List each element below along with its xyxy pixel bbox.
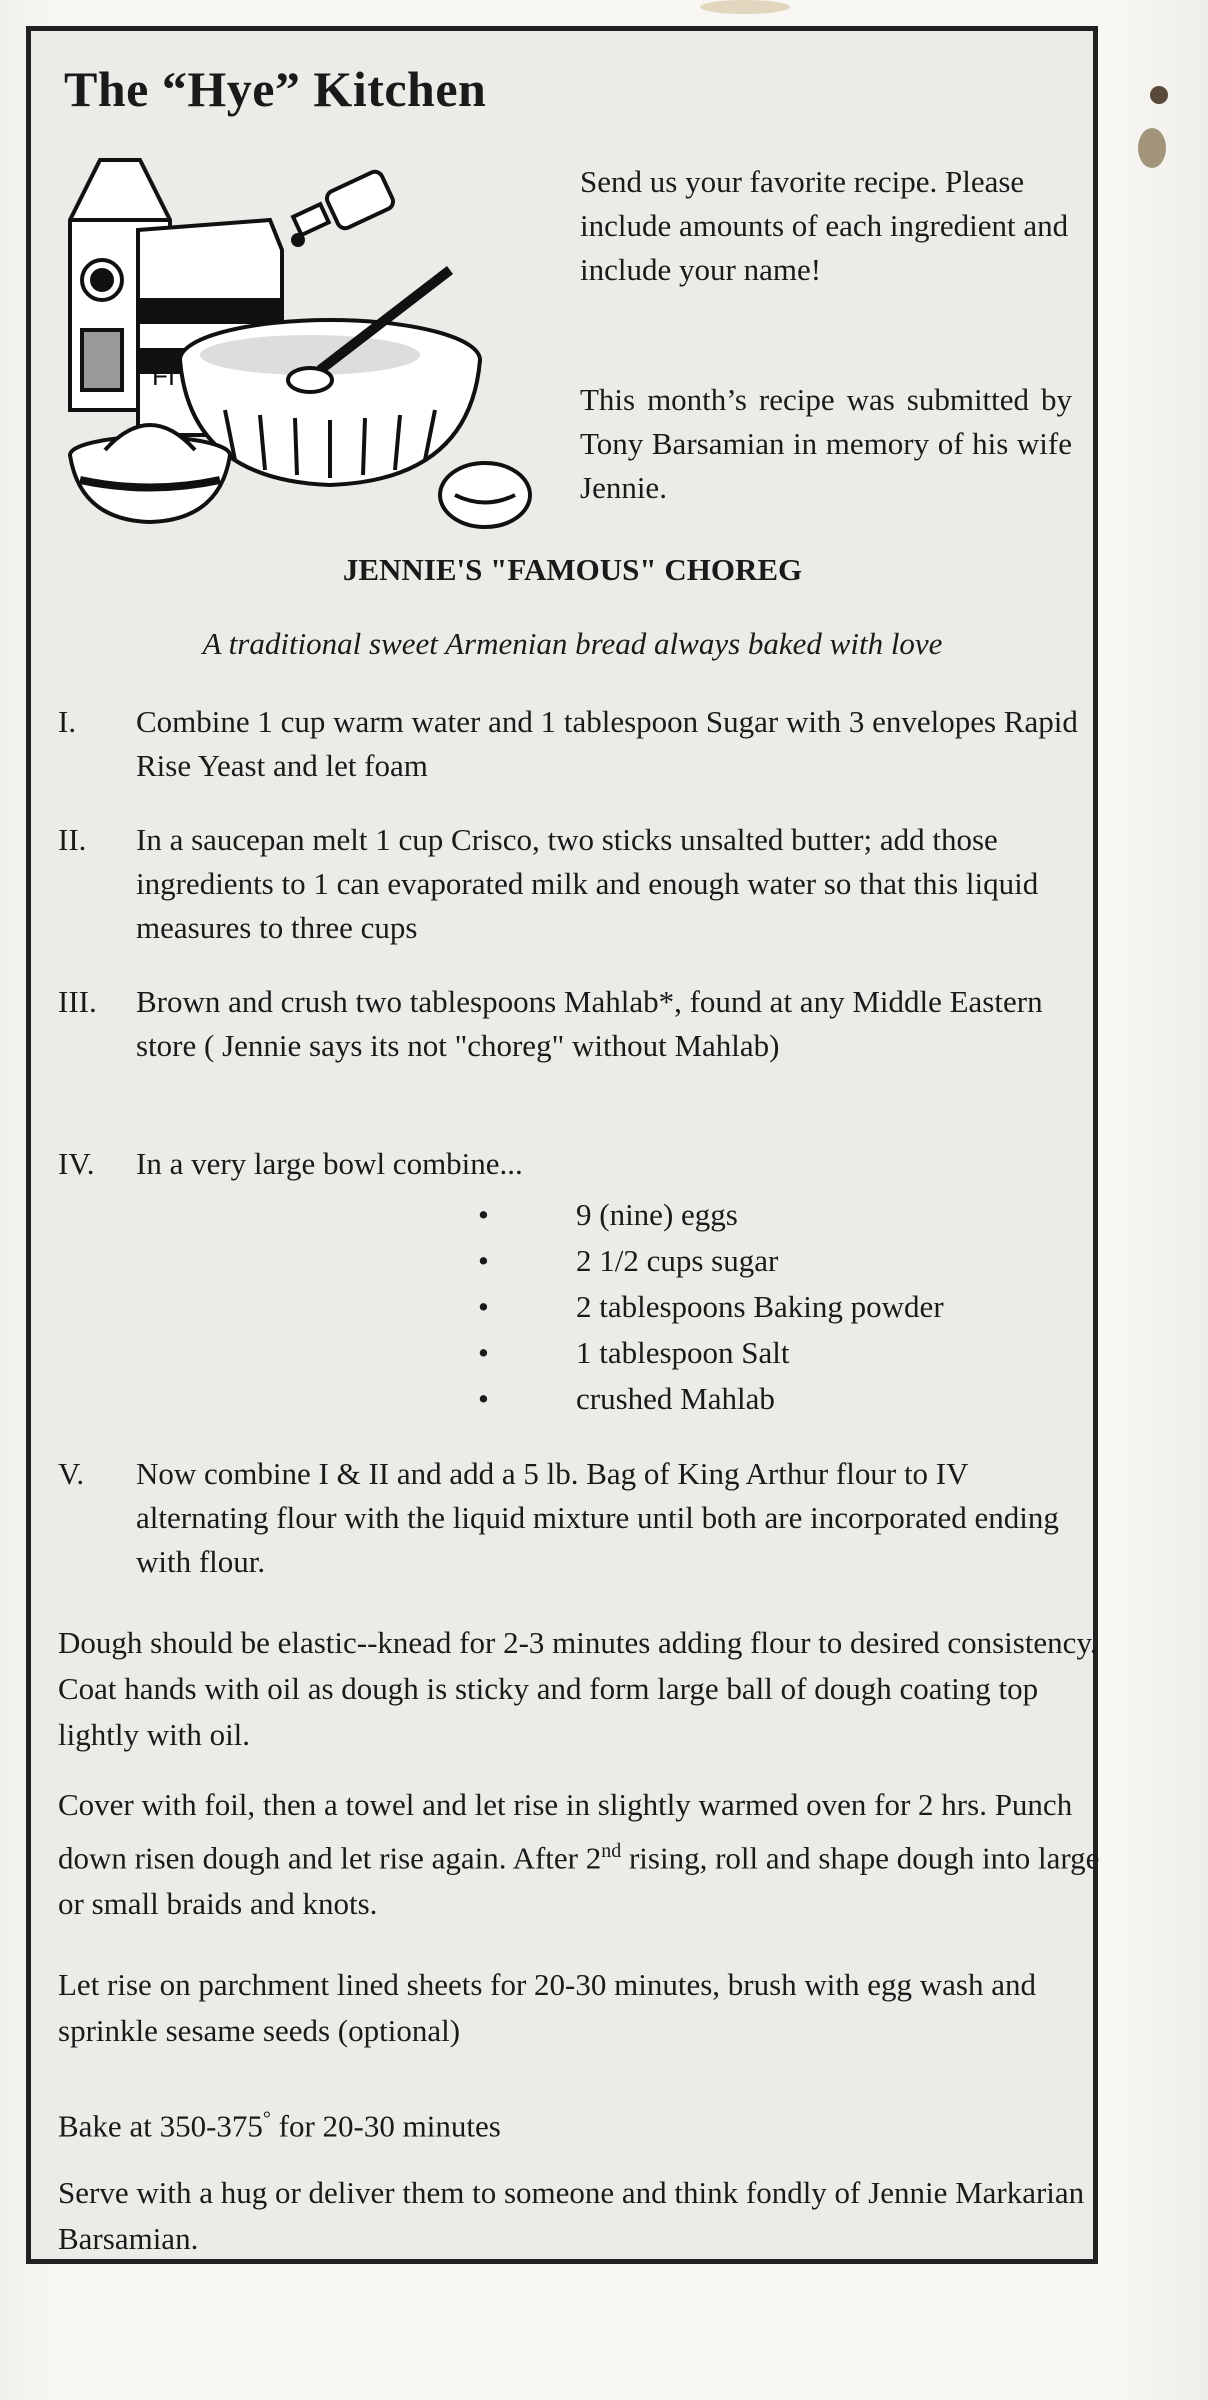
coffee-stain [1138, 128, 1166, 168]
intro-invite: Send us your favorite recipe. Please include amounts of each ingredient and include your name! [580, 164, 1069, 287]
step-number: I. [58, 704, 77, 739]
step-text: In a very large bowl combine... [136, 1146, 523, 1181]
bullet-icon: • [478, 1381, 489, 1416]
step-text: Combine 1 cup warm water and 1 tablespoon Sugar with 3 envelopes Rapid Rise Yeast and let foam [136, 704, 1078, 783]
list-item [478, 1330, 944, 1376]
step-number: II. [58, 822, 87, 857]
coffee-stain [700, 0, 790, 14]
step [58, 1142, 1078, 1186]
step-number: V. [58, 1456, 85, 1491]
ingredient-text: crushed Mahlab [576, 1381, 775, 1416]
knead-paragraph: Dough should be elastic--knead for 2-3 minutes adding flour to desired consistency. Coat hands with oil as dough is sticky and form large ball of dough coating top lightly with oil. [58, 1625, 1098, 1752]
rise-paragraph [58, 1782, 1118, 1927]
bullet-icon: • [478, 1197, 489, 1232]
list-item [478, 1192, 944, 1238]
svg-text:FI: FI [152, 361, 176, 391]
ingredient-text: 9 (nine) eggs [576, 1197, 738, 1232]
degree-symbol: ° [262, 2108, 271, 2130]
small-bowl-icon [70, 425, 230, 522]
step-number: III. [58, 984, 97, 1019]
bullet-icon: • [478, 1335, 489, 1370]
step-text: Brown and crush two tablespoons Mahlab*, found at any Middle Eastern store ( Jennie says its not "choreg" without Mahlab) [136, 984, 1043, 1063]
page-title: The “Hye” Kitchen [64, 61, 487, 117]
list-item [478, 1376, 944, 1422]
ingredient-list [478, 1192, 944, 1422]
kitchen-illustration [60, 150, 540, 540]
ingredient-text: 2 1/2 cups sugar [576, 1243, 779, 1278]
ingredient-text: 2 tablespoons Baking powder [576, 1289, 944, 1324]
bullet-icon: • [478, 1289, 489, 1324]
bake-text-a: Bake at 350-375 [58, 2108, 263, 2144]
intro-submitted: This month’s recipe was submitted by Tony Barsamian in memory of his wife Jennie. [580, 382, 1072, 505]
recipe-subtitle: A traditional sweet Armenian bread always baked with love [202, 626, 943, 661]
step [58, 818, 1078, 950]
vanilla-bottle-icon [293, 169, 396, 245]
rise-text-b: rising, roll and shape dough into large or small braids and knots. [58, 1840, 1100, 1922]
rise-superscript: nd [601, 1840, 622, 1862]
coffee-stain [1150, 86, 1168, 104]
step-text: In a saucepan melt 1 cup Crisco, two sticks unsalted butter; add those ingredients to 1 can evaporated milk and enough water so that this liquid measures to three cups [136, 822, 1039, 945]
bullet-icon: • [478, 1243, 489, 1278]
sheets-paragraph: Let rise on parchment lined sheets for 20-30 minutes, brush with egg wash and sprinkle sesame seeds (optional) [58, 1967, 1036, 2048]
egg-icon [440, 463, 530, 527]
step [58, 700, 1078, 788]
step-text: Now combine I & II and add a 5 lb. Bag of King Arthur flour to IV alternating flour with the liquid mixture until both are incorporated ending with flour. [136, 1456, 1059, 1579]
bake-text-b: for 20-30 minutes [270, 2108, 501, 2144]
serve-paragraph: Serve with a hug or deliver them to someone and think fondly of Jennie Markarian Barsamian. [58, 2175, 1085, 2256]
step [58, 1452, 1078, 1584]
bake-paragraph [58, 2096, 1118, 2149]
list-item [478, 1284, 944, 1330]
step-number: IV. [58, 1146, 95, 1181]
step [58, 980, 1078, 1068]
ingredient-text: 1 tablespoon Salt [576, 1335, 790, 1370]
recipe-title: JENNIE'S "FAMOUS" CHOREG [342, 552, 803, 587]
rise-text-a: Cover with foil, then a towel and let rise in slightly warmed oven for 2 hrs. Punch down risen dough and let rise again. After 2 [58, 1787, 1073, 1876]
list-item [478, 1238, 944, 1284]
